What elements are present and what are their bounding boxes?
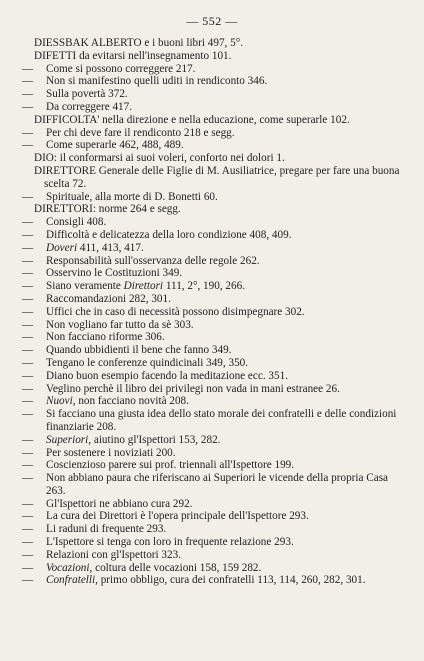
entry-dash: — bbox=[22, 190, 34, 203]
entry-dash: — bbox=[22, 331, 34, 344]
entry-dash: — bbox=[22, 254, 34, 267]
entry-italic-term: Superiori, bbox=[46, 433, 92, 446]
index-entry bbox=[34, 50, 402, 63]
entry-text: Osservino le Costituzioni 349. bbox=[46, 267, 183, 280]
index-subentry bbox=[22, 472, 402, 498]
entry-text: coltura delle vocazioni 158, 159 282. bbox=[92, 561, 262, 574]
index-entry bbox=[34, 37, 402, 50]
entry-text: La cura dei Direttori è l'opera principale dell'Ispettore 293. bbox=[46, 510, 309, 523]
entry-dash: — bbox=[22, 75, 34, 88]
entry-dash: — bbox=[22, 536, 34, 549]
entry-dash: — bbox=[22, 497, 34, 510]
entry-dash: — bbox=[22, 292, 34, 305]
entry-text: Come superarle 462, 488, 489. bbox=[46, 139, 184, 152]
entry-dash: — bbox=[22, 305, 34, 318]
entry-text: Non si manifestino quelli uditi in rendiconto 346. bbox=[46, 75, 268, 88]
entry-dash: — bbox=[22, 344, 34, 357]
entry-dash: — bbox=[22, 382, 34, 395]
entry-dash: — bbox=[22, 356, 34, 369]
entry-text: da evitarsi nell'insegnamento 101. bbox=[76, 49, 232, 62]
page-number: — 552 — bbox=[186, 14, 238, 28]
entry-text: primo obbligo, cura dei confratelli 113, 114, 260, 282, 301. bbox=[97, 574, 366, 587]
entry-text: Sulla povertà 372. bbox=[46, 88, 128, 101]
entry-italic-term: Confratelli, bbox=[46, 574, 98, 587]
entry-dash: — bbox=[22, 395, 34, 408]
index-entry bbox=[34, 114, 402, 127]
index-subentry bbox=[22, 139, 402, 152]
entry-text: 411, 413, 417. bbox=[77, 241, 144, 254]
entry-dash: — bbox=[22, 574, 34, 587]
entry-text: norme 264 e segg. bbox=[95, 203, 181, 216]
entry-text: Da correggere 417. bbox=[46, 100, 133, 113]
entry-text: Non facciano riforme 306. bbox=[46, 331, 165, 344]
entry-text: Per sostenere i noviziati 200. bbox=[46, 446, 176, 459]
entry-dash: — bbox=[22, 369, 34, 382]
index-subentry bbox=[22, 190, 402, 204]
entry-dash: — bbox=[22, 433, 34, 446]
entry-italic-term: Direttori bbox=[123, 280, 164, 293]
entry-heading: DIRETTORE bbox=[34, 164, 96, 177]
index-subentry bbox=[22, 62, 402, 76]
entry-italic-term: Vocazioni, bbox=[46, 561, 93, 574]
entry-dash: — bbox=[22, 510, 34, 523]
index-subentry bbox=[22, 241, 402, 255]
entry-dash: — bbox=[22, 459, 34, 472]
entry-text: Uffici che in caso di necessità possono disimpegnare 302. bbox=[46, 305, 305, 318]
entry-text: Consigli 408. bbox=[46, 216, 107, 229]
index-subentry bbox=[22, 395, 402, 408]
entry-text: Quando ubbidienti il bene che fanno 349. bbox=[46, 344, 232, 357]
entry-dash: — bbox=[22, 62, 34, 75]
entry-text: aiutino gl'Ispettori 153, 282. bbox=[91, 433, 221, 446]
entry-text: nella direzione e nella educazione, come superarle 102. bbox=[99, 113, 350, 126]
entry-dash: — bbox=[22, 88, 34, 101]
entry-text: Tengano le conferenze quindicinali 349, 350. bbox=[46, 356, 249, 369]
entry-heading: DIFETTI bbox=[34, 49, 77, 62]
entry-heading: DIRETTORI: bbox=[34, 203, 96, 216]
index-subentry bbox=[22, 254, 402, 268]
entry-dash: — bbox=[22, 318, 34, 331]
index-subentry bbox=[22, 344, 402, 357]
index-subentry bbox=[22, 331, 402, 344]
index-subentry bbox=[22, 497, 402, 511]
index-subentry bbox=[22, 228, 402, 242]
entry-italic-term: Nuovi, bbox=[46, 395, 76, 408]
index-entry bbox=[34, 165, 402, 191]
entry-dash: — bbox=[22, 408, 34, 421]
index-subentry bbox=[22, 433, 402, 447]
entry-text: Non abbiano paura che riferiscano ai Superiori le vicende della propria Casa 263. bbox=[46, 472, 389, 497]
entry-text: Responsabilità sull'osservanza delle regole 262. bbox=[46, 254, 260, 267]
entry-text: Raccomandazioni 282, 301. bbox=[46, 292, 171, 305]
index-subentry bbox=[22, 561, 402, 575]
entry-text: Generale delle Figlie di M. Ausiliatrice, pregare per fare una buona scelta 72. bbox=[44, 164, 400, 190]
entry-dash: — bbox=[22, 241, 34, 254]
index-subentry bbox=[22, 356, 402, 370]
index-subentry bbox=[22, 446, 402, 460]
entry-dash: — bbox=[22, 100, 34, 113]
index-subentry bbox=[22, 459, 402, 472]
entry-text: Non vogliano far tutto da sè 303. bbox=[46, 318, 194, 331]
entry-dash: — bbox=[22, 548, 34, 561]
index-subentry bbox=[22, 305, 402, 319]
entry-dash: — bbox=[22, 216, 34, 229]
entry-text: e i buoni libri 497, 5°. bbox=[141, 37, 244, 49]
entry-text: L'Ispettore si tenga con loro in frequente relazione 293. bbox=[46, 536, 294, 549]
index-subentry bbox=[22, 216, 402, 229]
entry-text: Gl'Ispettori ne abbiano cura 292. bbox=[46, 497, 193, 510]
index-subentry bbox=[22, 88, 402, 101]
index-subentry bbox=[22, 100, 402, 114]
entry-dash: — bbox=[22, 228, 34, 241]
index-subentry bbox=[22, 523, 402, 536]
entry-text: il conformarsi ai suoi voleri, conforto nei dolori 1. bbox=[57, 152, 285, 165]
index-subentry bbox=[22, 292, 402, 306]
entry-dash: — bbox=[22, 561, 34, 574]
index-subentry bbox=[22, 548, 402, 562]
entry-dash: — bbox=[22, 126, 34, 139]
index-subentry bbox=[22, 408, 402, 434]
entry-text: Diano buon esempio facendo la meditazione ecc. 351. bbox=[46, 369, 288, 382]
index-subentry bbox=[22, 126, 402, 140]
entry-dash: — bbox=[22, 446, 34, 459]
index-subentry bbox=[22, 369, 402, 383]
index-entries bbox=[22, 37, 402, 587]
index-subentry bbox=[22, 382, 402, 396]
entry-text: Relazioni con gl'Ispettori 323. bbox=[46, 548, 181, 561]
entry-text: 111, 2°, 190, 266. bbox=[163, 280, 246, 293]
entry-text: Si facciano una giusta idea dello stato morale dei confratelli e delle condizioni finanziarie 208. bbox=[46, 408, 397, 433]
index-entry bbox=[34, 203, 402, 216]
entry-text: Spirituale, alla morte di D. Bonetti 60. bbox=[46, 190, 218, 203]
index-entry bbox=[34, 152, 402, 165]
entry-dash: — bbox=[22, 139, 34, 152]
entry-text: Coscienzioso parere sui prof. triennali all'Ispettore 199. bbox=[46, 459, 295, 472]
index-subentry bbox=[22, 267, 402, 280]
entry-heading: DIFFICOLTA' bbox=[34, 113, 100, 126]
index-subentry bbox=[22, 510, 402, 523]
entry-text: Per chi deve fare il rendiconto 218 e segg. bbox=[46, 126, 235, 139]
entry-text: Li raduni di frequente 293. bbox=[46, 523, 167, 536]
entry-text: Come si possono correggere 217. bbox=[46, 62, 196, 75]
entry-heading: DIESSBAK ALBERTO bbox=[34, 37, 142, 49]
index-subentry bbox=[22, 280, 402, 293]
entry-text: Veglino perchè il libro dei privilegi non vada in mani estranee 26. bbox=[46, 382, 340, 395]
index-subentry bbox=[22, 574, 402, 587]
entry-dash: — bbox=[22, 523, 34, 536]
entry-text: Difficoltà e delicatezza della loro condizione 408, 409. bbox=[46, 228, 292, 241]
entry-text: Siano veramente bbox=[46, 280, 124, 293]
index-subentry bbox=[22, 536, 402, 549]
entry-dash: — bbox=[22, 280, 34, 293]
entry-heading: DIO: bbox=[34, 152, 57, 165]
entry-dash: — bbox=[22, 267, 34, 280]
entry-dash: — bbox=[22, 472, 34, 485]
entry-italic-term: Doveri bbox=[46, 241, 78, 254]
index-subentry bbox=[22, 318, 402, 332]
entry-text: non facciano novità 208. bbox=[75, 395, 189, 408]
index-subentry bbox=[22, 75, 402, 88]
